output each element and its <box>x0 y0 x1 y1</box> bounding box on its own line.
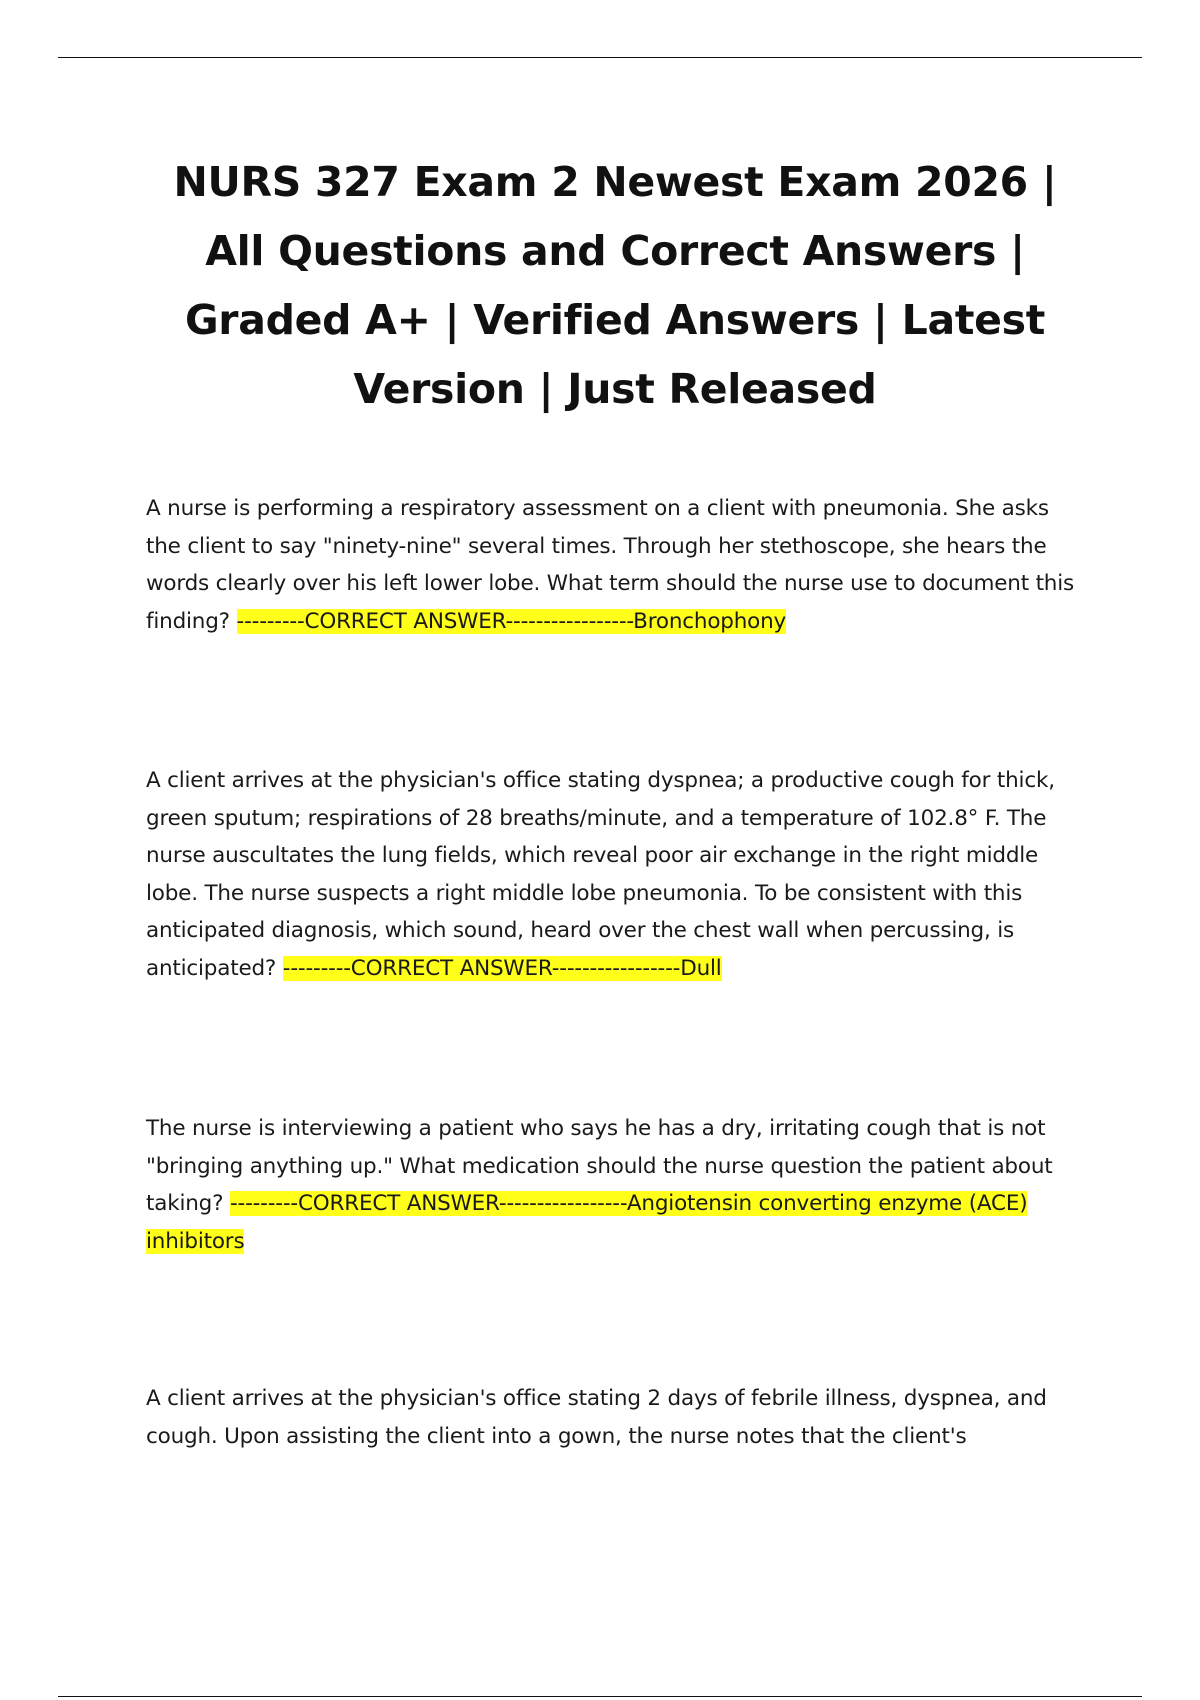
document-title: NURS 327 Exam 2 Newest Exam 2026 | All Questions and Correct Answers | Graded A+ | Verified Answers | Latest Version | Just Released <box>173 158 1057 413</box>
bottom-rule <box>58 1696 1142 1697</box>
question-text: A client arrives at the physician's office stating dyspnea; a productive cough for thick, green sputum; respirations of 28 breaths/minute, and a temperature of 102.8° F. The nurse auscultates the lung fields, which reveal poor air exchange in the right middle lobe. The nurse suspects a right middle lobe pneumonia. To be consistent with this anticipated diagnosis, which sound, heard over the chest wall when percussing, is anticipated? <box>146 768 1055 981</box>
correct-answer: ---------CORRECT ANSWER-----------------Bronchophony <box>236 608 787 634</box>
top-rule <box>58 57 1142 58</box>
correct-answer: ---------CORRECT ANSWER-----------------Angiotensin converting enzyme (ACE) inhibitors <box>146 1191 1028 1254</box>
question-block-2 <box>146 762 1086 987</box>
question-text: A nurse is performing a respiratory assessment on a client with pneumonia. She asks the client to say "ninety-nine" several times. Through her stethoscope, she hears the words clearly over his left lower lobe. What term should the nurse use to document this finding? <box>146 496 1075 634</box>
question-block-3 <box>146 1110 1086 1260</box>
question-block-1 <box>146 490 1086 640</box>
question-text: The nurse is interviewing a patient who says he has a dry, irritating cough that is not "bringing anything up." What medication should the nurse question the patient about taking? <box>146 1116 1053 1216</box>
question-text: A client arrives at the physician's office stating 2 days of febrile illness, dyspnea, and cough. Upon assisting the client into a gown, the nurse notes that the client's <box>146 1386 1047 1449</box>
question-block-4 <box>146 1380 1086 1455</box>
correct-answer: ---------CORRECT ANSWER-----------------Dull <box>282 955 722 981</box>
